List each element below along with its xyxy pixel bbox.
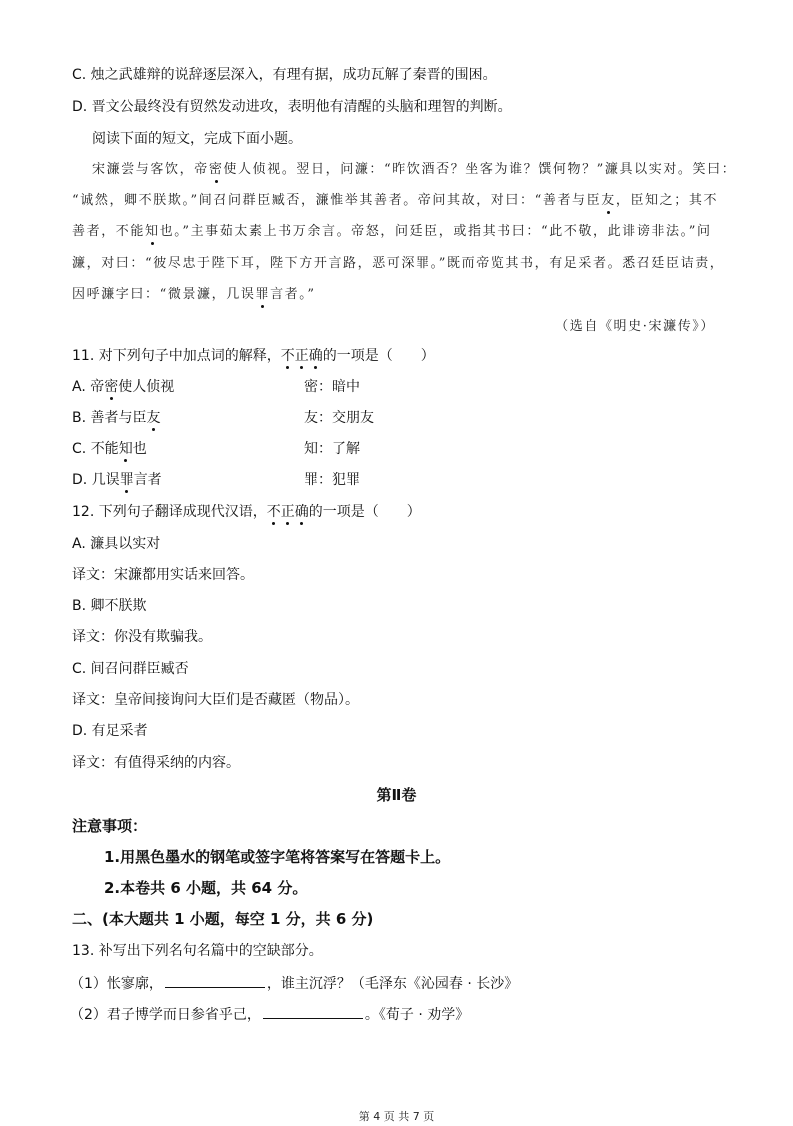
q12-stem (72, 503, 421, 521)
emphasis-dot-char: 正 (294, 348, 309, 364)
notice-item-1: 1.用黑色墨水的钢笔或签字笔将答案写在答题卡上。 (104, 848, 451, 866)
passage-line-4: 濂，对曰：“彼尽忠于陛下耳，陛下方开言路，恶可深罪。”既而帝览其书，有足采者。悉召廷臣诘责， (72, 256, 725, 271)
option-text: 使人侦视 (118, 379, 175, 395)
q12-option-c[interactable]: C. 间召问群臣臧否 (72, 661, 189, 677)
passage-text: ，臣知之；其不 (615, 193, 719, 208)
q12-stem-text: 12. 下列句子翻译成现代汉语， (72, 504, 267, 520)
part2-title: 第Ⅱ卷 (376, 786, 417, 804)
passage-text: 使人侦视。翌日，问濂：“昨饮酒否？坐客为谁？馔何物？”濂具以实对。笑曰： (223, 162, 737, 177)
q13-item-text: （2）君子博学而日参省乎己， (70, 1007, 261, 1023)
emphasis-dot-char: 不 (266, 504, 281, 520)
option-text: 言者 (133, 472, 162, 488)
notice-heading: 注意事项： (72, 817, 148, 835)
emphasis-dot-char: 密 (208, 162, 224, 177)
q12-option-a-translation: 译文：宋濂都用实话来回答。 (72, 567, 254, 583)
q13-stem: 13. 补写出下列名句名篇中的空缺部分。 (72, 943, 323, 959)
q11-option-a[interactable] (72, 378, 360, 396)
q13-item-text: 。《荀子 · 劝学》 (364, 1007, 470, 1023)
passage-source: （选自《明史·宋濂传》） (555, 319, 715, 334)
option-text: 也 (132, 441, 147, 457)
option-c-prev: C. 烛之武雄辩的说辞逐层深入，有理有据，成功瓦解了秦晋的围困。 (72, 67, 497, 83)
q13-item-text: （1）怅寥廓， (70, 976, 163, 992)
option-label: C. (72, 441, 91, 457)
emphasis-dot-char: 不 (280, 348, 295, 364)
q12-option-b-translation: 译文：你没有欺骗我。 (72, 629, 212, 645)
option-text: 善者与臣 (90, 410, 147, 426)
q12-option-a[interactable]: A. 濂具以实对 (72, 536, 161, 552)
emphasis-dot-char: 友 (601, 193, 616, 208)
option-label: D. (72, 472, 92, 488)
option-gloss: 密：暗中 (304, 379, 360, 395)
q11-option-c[interactable] (72, 440, 360, 458)
emphasis-dot-char: 确 (294, 504, 309, 520)
q11-stem-text: 的一项是（ ） (322, 348, 435, 364)
passage-text: “诚然，卿不朕欺。”间召问群臣臧否，濂惟举其善者。帝问其故，对曰：“善者与臣 (72, 193, 602, 208)
option-gloss: 知：了解 (304, 441, 360, 457)
passage-line-3 (72, 223, 712, 241)
passage-text: 也。”主事茹太素上书万余言。帝怒，问廷臣，或指其书曰：“此不敬，此诽谤非法。”问 (159, 224, 712, 239)
emphasis-dot-char: 知 (145, 224, 160, 239)
emphasis-dot-char: 确 (308, 348, 323, 364)
page-number: 第 4 页 共 7 页 (358, 1110, 435, 1123)
q13-item-2 (70, 1004, 469, 1024)
option-text: 几误 (91, 472, 120, 488)
option-text: 帝 (90, 379, 105, 395)
q11-stem (72, 347, 435, 365)
q12-option-c-translation: 译文：皇帝间接询问大臣们是否藏匿（物品）。 (72, 692, 359, 708)
passage-line-5 (72, 286, 316, 304)
passage-line-1 (92, 161, 736, 179)
passage-text: 言者。” (270, 287, 316, 302)
q11-option-d[interactable] (72, 471, 360, 489)
q13-item-1 (70, 973, 518, 993)
option-text: 不能 (90, 441, 119, 457)
option-gloss: 友：交朋友 (304, 410, 374, 426)
reading-instruction: 阅读下面的短文，完成下面小题。 (92, 131, 302, 147)
emphasis-dot-char: 密 (104, 379, 119, 395)
emphasis-dot-char: 友 (146, 410, 161, 426)
q11-option-b[interactable] (72, 409, 374, 427)
q13-item-text: ，谁主沉浮？（毛泽东《沁园春 · 长沙》 (266, 976, 519, 992)
option-gloss: 罪：犯罪 (304, 472, 360, 488)
option-label: B. (72, 410, 91, 426)
q12-stem-text: 的一项是（ ） (308, 504, 421, 520)
q12-option-d[interactable]: D. 有足采者 (72, 723, 148, 739)
emphasis-dot-char: 罪 (255, 287, 271, 302)
passage-text: 宋濂尝与客饮，帝 (92, 162, 209, 177)
notice-item-2: 2.本卷共 6 小题，共 64 分。 (104, 879, 308, 897)
q12-option-b[interactable]: B. 卿不朕欺 (72, 598, 147, 614)
emphasis-dot-char: 知 (118, 441, 133, 457)
passage-text: 因呼濂字曰：“微景濂，几误 (72, 287, 256, 302)
answer-blank[interactable] (165, 973, 265, 988)
q12-option-d-translation: 译文：有值得采纳的内容。 (72, 755, 240, 771)
option-label: A. (72, 379, 91, 395)
section-heading: 二、(本大题共 1 小题，每空 1 分，共 6 分) (72, 910, 374, 928)
q11-stem-text: 11. 对下列句子中加点词的解释， (72, 348, 281, 364)
emphasis-dot-char: 正 (280, 504, 295, 520)
passage-line-2 (72, 192, 718, 210)
emphasis-dot-char: 罪 (119, 472, 134, 488)
option-d-prev: D. 晋文公最终没有贸然发动进攻，表明他有清醒的头脑和理智的判断。 (72, 99, 512, 115)
passage-text: 善者，不能 (72, 224, 146, 239)
answer-blank[interactable] (263, 1004, 363, 1019)
